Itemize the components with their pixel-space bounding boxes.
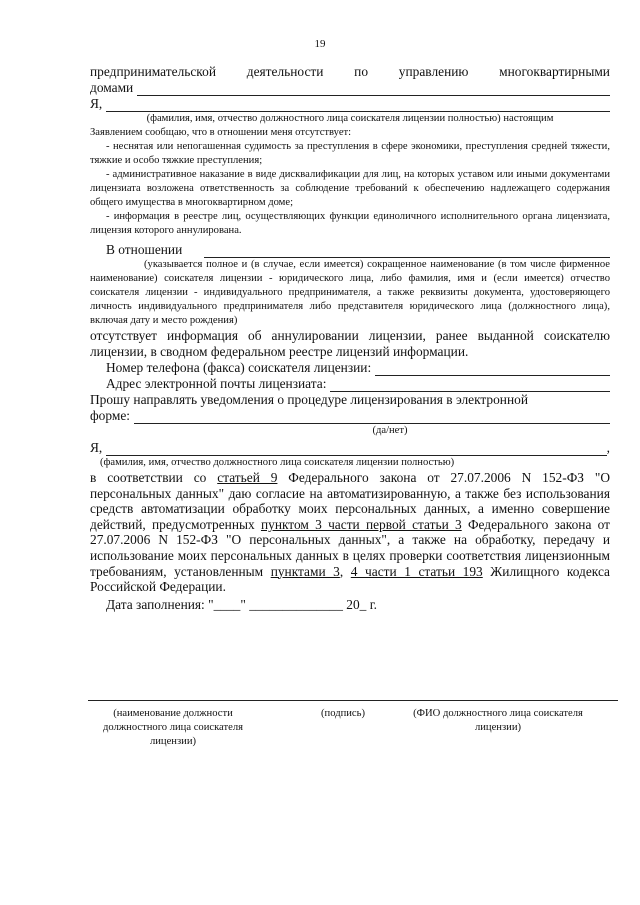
relation-line [90,242,610,258]
fio-caption: (ФИО должностного лица соискателя лицензии) [413,708,583,733]
relation-blank[interactable] [204,245,610,258]
word: предпринимательской [90,64,216,79]
absent-info: отсутствует информация об аннулировании лицензии, ранее выданной соискателю лицензии, в сводном федеральном реестре лицензий информации. [90,328,610,359]
signature-caption: (подпись) [321,708,365,719]
signature-captions [88,701,618,761]
phone-label: Номер телефона (факса) соискателя лицензии: [106,360,372,375]
email-blank[interactable] [330,379,610,392]
position-caption: (наименование должности должностного лица соискателя лицензии) [103,708,243,747]
fill-date: Дата заполнения: "____" ______________ 20_ г. [106,596,378,612]
notify-text: Прошу направлять уведомления о процедуре лицензирования в электронной [90,392,528,407]
relation-note: (указывается полное и (в случае, если имеется) сокращенное наименование (в том числе фирменное наименование) соискателя лицензии - юридического лица, либо фамилия, имя и (если имеется) отчество соискателя лицензии - индивидуального предпринимателя, а также реквизиты документа, удостоверяющего личность индивидуального предпринимателя либо представителя юридического лица (должностного лица), включая дату и место рождения) [90,259,610,326]
consent-paragraph [90,470,610,595]
document-body [90,64,610,613]
form-label: форме: [90,408,131,423]
fio-note: (фамилия, имя, отчество должностного лица соискателя лицензии полностью) настоящим [146,113,554,124]
fio-blank[interactable] [106,99,610,112]
fio-line [90,96,610,112]
houses-word: домами [90,80,134,95]
yes-no-note: (да/нет) [372,425,408,436]
link-article-9[interactable]: статьей 9 [217,470,278,485]
ya-label: Я, [90,96,103,111]
fio-blank-2[interactable] [106,443,606,456]
consent-text: Федерального закона от 27.07.2006 N 152-ФЗ "О персональных данных" даю согласие на автоматизированную, а также без использования средств автоматизации обработку моих персональных данных, а именно совершение действий, предусмотренных [90,470,610,532]
word: по [354,64,369,79]
fio-note-2: (фамилия, имя, отчество должностного лица соискателя лицензии полностью) [100,457,455,468]
fio-line-2 [90,440,610,456]
consent-text: в соответствии со [90,470,218,485]
word: управлению [398,64,469,79]
signature-block [88,700,618,761]
bullet-disqualification: - административное наказание в виде дисквалификации для лиц, на которых уставом или иными документами лицензиата возложена ответственность за соблюдение требований к обеспечению надлежащего содержания общего имущества в многоквартирном доме; [90,169,610,208]
consent-text: Федерального закона от 27.07.2006 N 152-ФЗ "О персональных данных", а также на обработку, передачу и использование моих персональных данных в целях проверки соответствия лицензионным требованиям, установленным [90,516,611,579]
form-line [90,408,610,424]
statement: Заявлением сообщаю, что в отношении меня отсутствует: [90,127,352,138]
word: многоквартирными [499,64,610,79]
text-line-2 [90,80,610,96]
page-number: 19 [314,38,326,50]
link-points-3[interactable]: пунктами 3 [270,563,340,579]
phone-line [90,360,610,376]
bullet-registry: - информация в реестре лиц, осуществляющих функции единоличного исполнительного органа лицензиата, лицензия которого аннулирована. [90,211,610,236]
phone-blank[interactable] [375,363,610,376]
blank-line[interactable] [137,83,610,96]
ya-label-2: Я, [90,440,103,455]
word: деятельности [246,64,324,79]
consent-text: Жилищного кодекса Российской Федерации. [90,563,610,595]
bullet-conviction: - неснятая или непогашенная судимость за преступления в сфере экономики, преступления средней тяжести, тяжкие и особо тяжкие преступления; [90,141,610,166]
email-label: Адрес электронной почты лицензиата: [106,376,327,391]
link-article-193[interactable]: 4 части 1 статьи 193 [350,563,483,579]
form-blank[interactable] [134,411,610,424]
email-line [90,376,610,392]
relation-label: В отношении [106,242,183,257]
link-article-3[interactable]: пунктом 3 части первой статьи 3 [260,516,462,532]
comma: , [606,440,610,455]
text-line-1 [90,64,610,80]
consent-text: , [339,563,351,579]
